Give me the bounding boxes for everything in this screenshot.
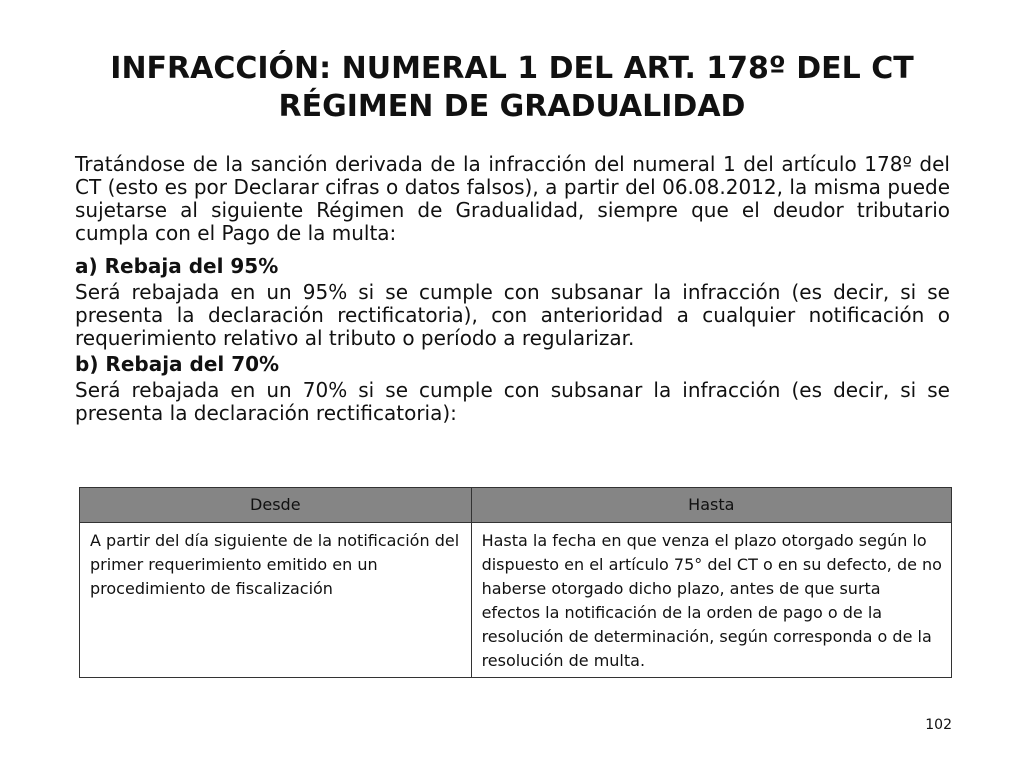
title-line-2: RÉGIMEN DE GRADUALIDAD bbox=[278, 89, 746, 124]
table-header-row bbox=[80, 488, 952, 523]
column-header-desde: Desde bbox=[80, 488, 472, 523]
title-line-1: INFRACCIÓN: NUMERAL 1 DEL ART. 178º DEL CT bbox=[110, 51, 914, 86]
section-a-text: Será rebajada en un 95% si se cumple con subsanar la infracción (es decir, si se presenta la declaración rectificatoria), con anterioridad a cualquier notificación o requerimiento relativo al tributo o período a regularizar. bbox=[75, 280, 950, 350]
page-number: 102 bbox=[925, 717, 952, 733]
section-b-text: Será rebajada en un 70% si se cumple con subsanar la infracción (es decir, si se presenta la declaración rectificatoria): bbox=[75, 378, 950, 425]
cell-hasta: Hasta la fecha en que venza el plazo otorgado según lo dispuesto en el artículo 75° del CT o en su defecto, de no haberse otorgado dicho plazo, antes de que surta efectos la notificación de la orden de pago o de la resolución de determinación, según corresponda o de la resolución de multa. bbox=[471, 523, 951, 678]
section-b-heading: b) Rebaja del 70% bbox=[75, 352, 280, 376]
cell-desde: A partir del día siguiente de la notificación del primer requerimiento emitido en un procedimiento de fiscalización bbox=[80, 523, 472, 678]
gradualidad-table bbox=[79, 487, 952, 678]
section-a-heading: a) Rebaja del 95% bbox=[75, 254, 279, 278]
table-row bbox=[80, 523, 952, 678]
slide-title bbox=[40, 50, 984, 126]
slide-body bbox=[75, 153, 950, 425]
intro-paragraph: Tratándose de la sanción derivada de la infracción del numeral 1 del artículo 178º del CT (esto es por Declarar cifras o datos falsos), a partir del 06.08.2012, la misma puede sujetarse al siguiente Régimen de Gradualidad, siempre que el deudor tributario cumpla con el Pago de la multa: bbox=[75, 152, 950, 245]
column-header-hasta: Hasta bbox=[471, 488, 951, 523]
